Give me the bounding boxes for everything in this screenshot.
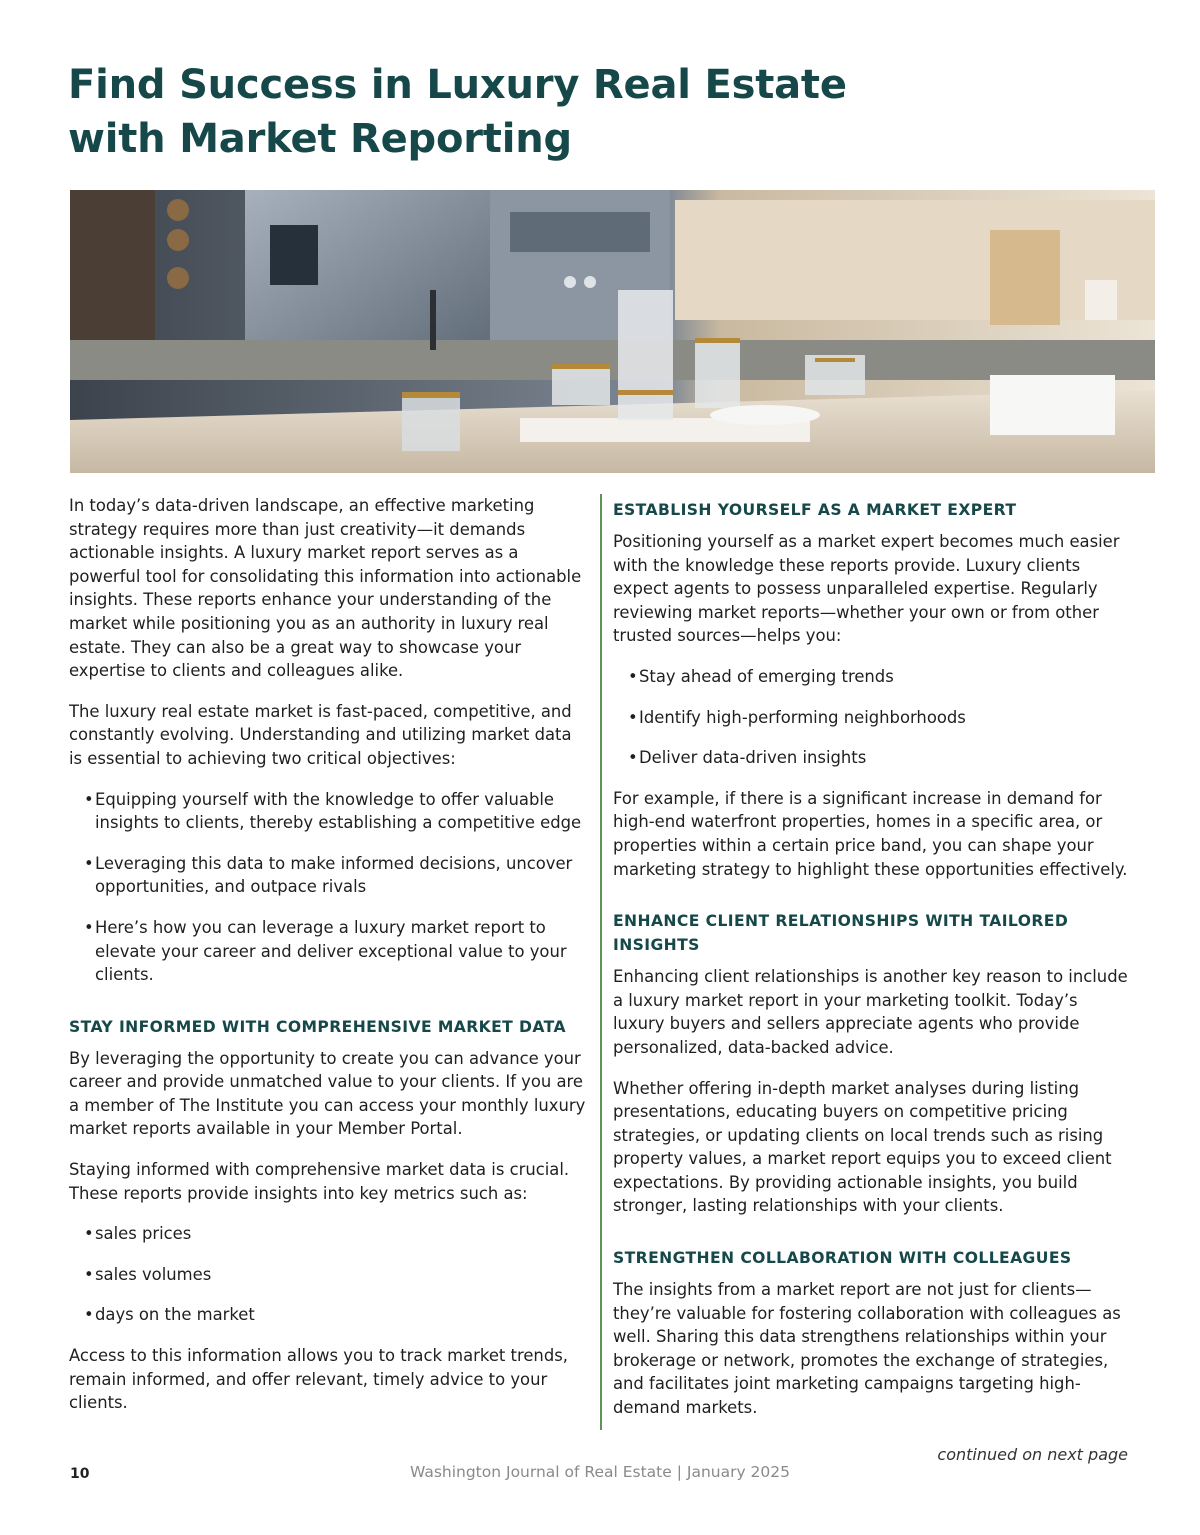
list-item	[628, 746, 1133, 770]
market-expert-paragraph-2: For example, if there is a significant increase in demand for high-end waterfront properties, homes in a specific area, or properties within a certain price band, you can shape your marketing strategy to highlight these opportunities effectively.	[613, 788, 1128, 879]
list-item-text: Identify high-performing neighborhoods	[639, 707, 966, 727]
list-item-text: Stay ahead of emerging trends	[639, 666, 894, 686]
continued-note: continued on next page	[937, 1445, 1128, 1464]
metrics-list	[69, 1222, 589, 1327]
list-item-text: Equipping yourself with the knowledge to offer valuable insights to clients, thereby establishing a competitive edge	[95, 789, 582, 833]
market-expert-paragraph-1: Positioning yourself as a market expert becomes much easier with the knowledge these reports provide. Luxury clients expect agents to possess unparalleled expertise. Regularly reviewing market reports—whether your own or from other trusted sources—helps you:	[613, 532, 1120, 646]
list-item	[84, 916, 589, 987]
list-item	[84, 852, 589, 899]
intro-paragraph-2: The luxury real estate market is fast-paced, competitive, and constantly evolving. Understanding and utilizing market data is essential to achieving two critical objectives:	[69, 701, 572, 768]
list-item	[628, 706, 1133, 730]
footer-publication: Washington Journal of Real Estate | January 2025	[409, 1463, 791, 1481]
collaboration-paragraph-1: The insights from a market report are not just for clients—they’re valuable for fostering collaboration with colleagues as well. Sharing this data strengthens relationships within your brokerage or network, promotes the exchange of strategies, and facilitates joint marketing campaigns targeting high-demand markets.	[613, 1280, 1121, 1418]
list-item-text: sales prices	[95, 1224, 192, 1244]
right-column	[600, 494, 1133, 1430]
kitchen-photo	[70, 190, 1155, 473]
title-line-2: with Market Reporting	[68, 116, 572, 162]
list-item	[84, 1222, 589, 1246]
left-column	[69, 494, 589, 1432]
bullet: •	[628, 666, 638, 686]
list-item	[84, 1303, 589, 1327]
list-item-text: Here’s how you can leverage a luxury market report to elevate your career and deliver exceptional value to your clients.	[95, 917, 567, 985]
benefits-list	[613, 665, 1133, 770]
objectives-list	[69, 788, 589, 987]
section-heading-collaboration: STRENGTHEN COLLABORATION WITH COLLEAGUES	[613, 1249, 1072, 1268]
market-data-paragraph-1: By leveraging the opportunity to create you can advance your career and provide unmatched value to your clients. If you are a member of The Institute you can access your monthly luxury market reports available in your Member Portal.	[69, 1048, 586, 1139]
list-item-text: days on the market	[95, 1305, 255, 1325]
page-title	[68, 58, 968, 166]
list-item	[84, 1263, 589, 1287]
client-relationships-paragraph-1: Enhancing client relationships is another key reason to include a luxury market report in your marketing toolkit. Today’s luxury buyers and sellers appreciate agents who provide personalized, data-backed advice.	[613, 967, 1128, 1057]
bullet: •	[84, 1264, 94, 1284]
client-relationships-paragraph-2: Whether offering in-depth market analyses during listing presentations, educating buyers on competitive pricing strategies, or updating clients on local trends such as rising property values, a market report equips you to exceed client expectations. By providing actionable insights, you build stronger, lasting relationships with your clients.	[613, 1078, 1112, 1216]
section-heading-market-data: STAY INFORMED WITH COMPREHENSIVE MARKET DATA	[69, 1017, 566, 1036]
list-item-text: sales volumes	[95, 1264, 212, 1284]
list-item	[84, 788, 589, 835]
bullet: •	[84, 1305, 94, 1325]
bullet: •	[84, 1224, 94, 1244]
list-item-text: Deliver data-driven insights	[639, 748, 867, 768]
page-number: 10	[70, 1466, 90, 1482]
section-heading-market-expert: ESTABLISH YOURSELF AS A MARKET EXPERT	[613, 501, 1017, 519]
intro-paragraph-1: In today’s data-driven landscape, an effective marketing strategy requires more than just creativity—it demands actionable insights. A luxury market report serves as a powerful tool for consolidating this information into actionable insights. These reports enhance your understanding of the market while positioning you as an authority in luxury real estate. They can also be a great way to showcase your expertise to clients and colleagues alike.	[69, 496, 582, 681]
list-item-text: Leveraging this data to make informed decisions, uncover opportunities, and outpace rivals	[95, 853, 573, 897]
bullet: •	[628, 707, 638, 727]
market-data-paragraph-3: Access to this information allows you to track market trends, remain informed, and offer relevant, timely advice to your clients.	[69, 1346, 568, 1413]
section-heading-client-relationships: ENHANCE CLIENT RELATIONSHIPS WITH TAILORED INSIGHTS	[613, 912, 1069, 955]
bullet: •	[84, 853, 94, 873]
bullet: •	[84, 789, 94, 809]
title-line-1: Find Success in Luxury Real Estate	[68, 62, 847, 108]
bullet: •	[84, 917, 94, 937]
market-data-paragraph-2: Staying informed with comprehensive market data is crucial. These reports provide insights into key metrics such as:	[69, 1160, 570, 1203]
list-item	[628, 665, 1133, 689]
bullet: •	[628, 748, 638, 768]
